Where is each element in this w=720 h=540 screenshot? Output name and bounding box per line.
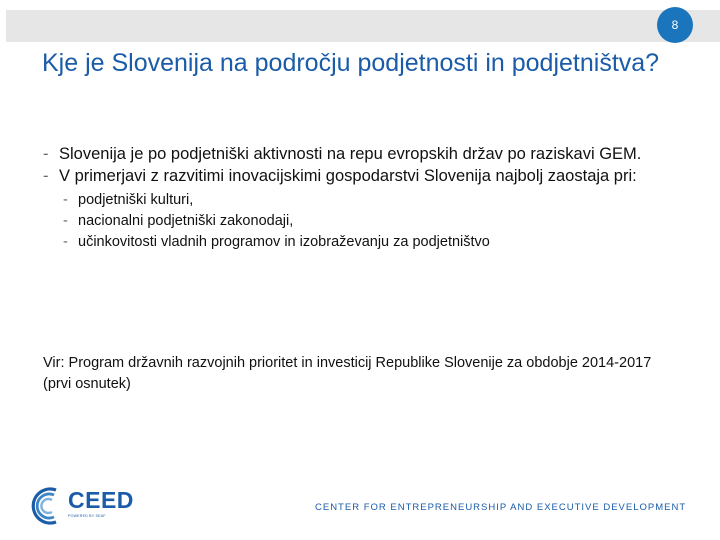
sub-bullet-item: - nacionalni podjetniški zakonodaji, (59, 211, 683, 232)
sub-bullet-list (59, 190, 683, 253)
bullet-text: Slovenija je po podjetniški aktivnosti na repu evropskih držav po raziskavi GEM. (59, 145, 642, 163)
footer-organization: CENTER FOR ENTREPRENEURSHIP AND EXECUTIVE DEVELOPMENT (315, 502, 687, 513)
logo-tagline: POWERED BY SEAF (68, 514, 106, 518)
page-number-badge: 8 (657, 7, 693, 43)
logo-name: CEED (68, 487, 134, 513)
source-citation: Vir: Program državnih razvojnih prioritet in investicij Republike Slovenije za obdobje 2014-2017 (prvi osnutek) (43, 355, 652, 392)
bullet-item (43, 166, 683, 254)
bullet-item (43, 144, 683, 166)
slide-title: Kje je Slovenija na področju podjetnosti in podjetništva? (42, 49, 660, 77)
sub-bullet-item: - učinkovitosti vladnih programov in izobraževanju za podjetništvo (59, 232, 683, 253)
header-band (6, 10, 720, 42)
sub-bullet-item: - podjetniški kulturi, (59, 190, 683, 211)
ceed-logo (26, 484, 134, 528)
bullet-list (43, 144, 683, 253)
bullet-text: V primerjavi z razvitimi inovacijskimi gospodarstvi Slovenija najbolj zaostaja pri: (59, 166, 637, 185)
ceed-arcs-icon (26, 484, 66, 528)
